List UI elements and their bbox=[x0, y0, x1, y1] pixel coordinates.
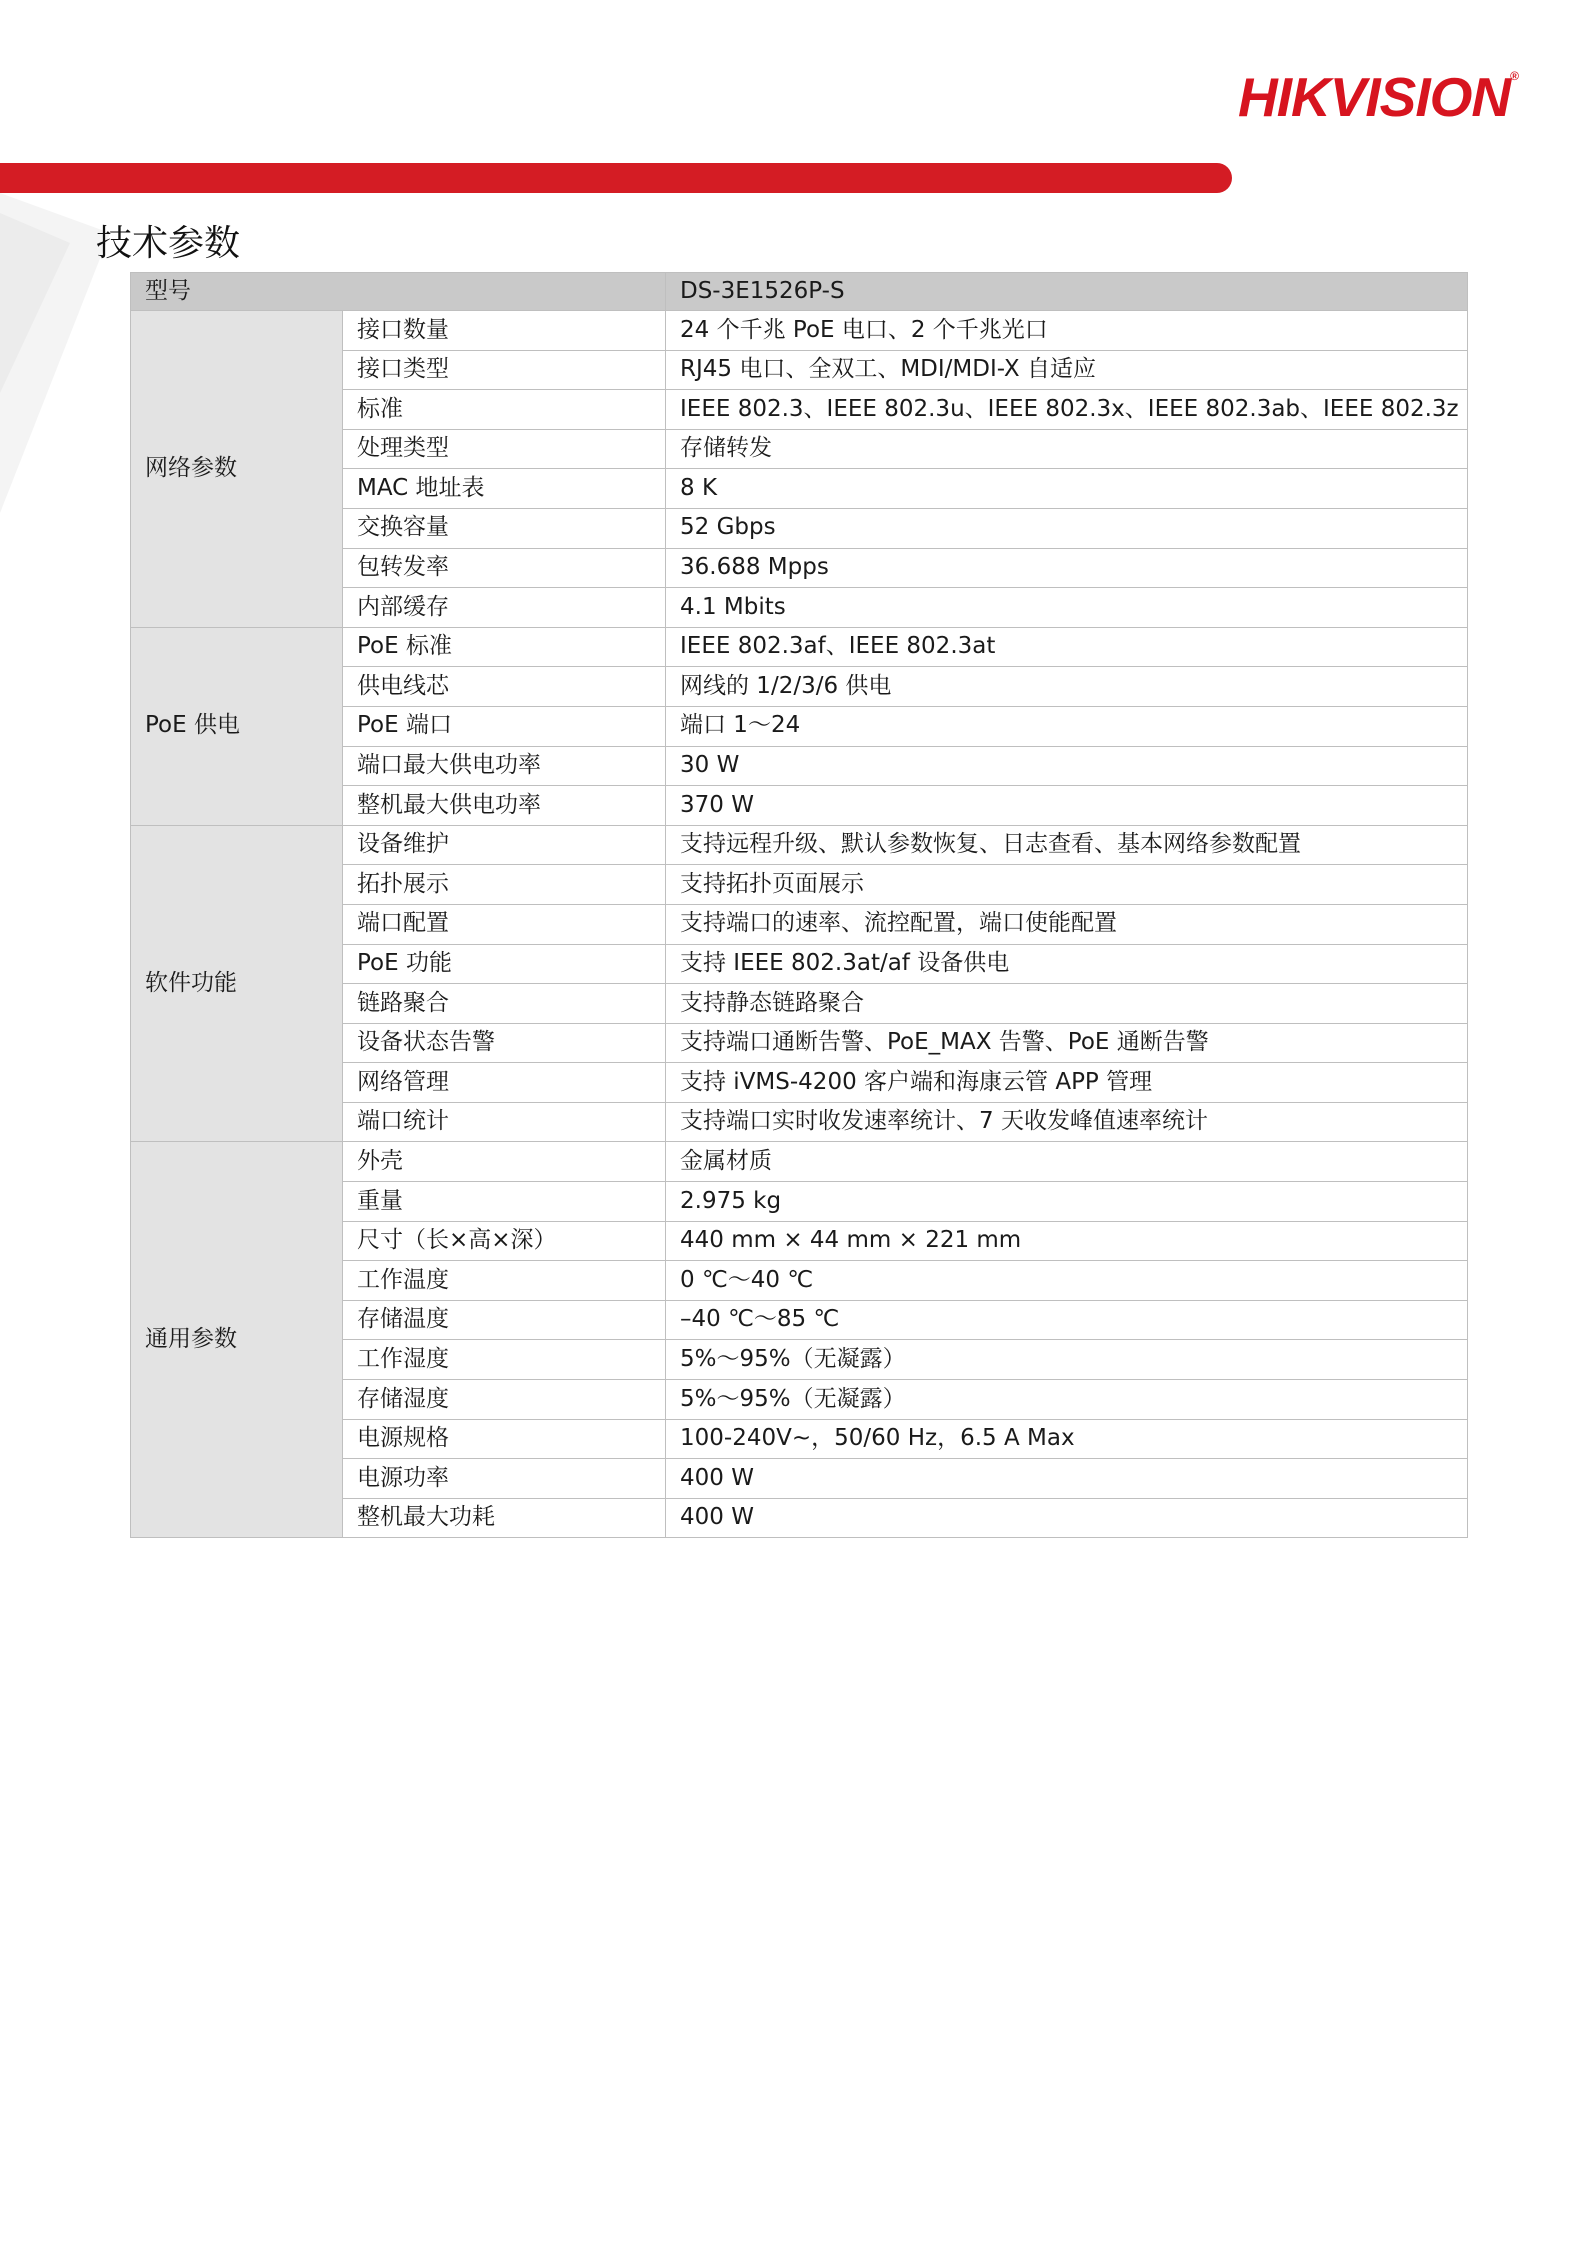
spec-label: 接口数量 bbox=[343, 311, 666, 351]
spec-value: RJ45 电口、全双工、MDI/MDI-X 自适应 bbox=[666, 350, 1468, 390]
spec-value: IEEE 802.3、IEEE 802.3u、IEEE 802.3x、IEEE 802.3ab、IEEE 802.3z bbox=[666, 390, 1468, 430]
spec-value: 支持远程升级、默认参数恢复、日志查看、基本网络参数配置 bbox=[666, 825, 1468, 865]
spec-value: –40 ℃～85 ℃ bbox=[666, 1300, 1468, 1340]
spec-label: 重量 bbox=[343, 1182, 666, 1222]
spec-value: 支持端口的速率、流控配置，端口使能配置 bbox=[666, 904, 1468, 944]
spec-value: 金属材质 bbox=[666, 1142, 1468, 1182]
spec-label: 整机最大功耗 bbox=[343, 1498, 666, 1538]
spec-value: 支持拓扑页面展示 bbox=[666, 865, 1468, 905]
spec-label: 整机最大供电功率 bbox=[343, 786, 666, 826]
spec-value: 支持端口通断告警、PoE_MAX 告警、PoE 通断告警 bbox=[666, 1023, 1468, 1063]
spec-row bbox=[131, 1142, 1468, 1182]
spec-label: 供电线芯 bbox=[343, 667, 666, 707]
spec-value: 5%～95%（无凝露） bbox=[666, 1340, 1468, 1380]
header-accent-bar bbox=[0, 163, 1232, 193]
spec-label: 交换容量 bbox=[343, 508, 666, 548]
group-label: 软件功能 bbox=[131, 825, 343, 1142]
group-label: 网络参数 bbox=[131, 311, 343, 628]
spec-label: 处理类型 bbox=[343, 429, 666, 469]
spec-value: 存储转发 bbox=[666, 429, 1468, 469]
section-title: 技术参数 bbox=[96, 223, 241, 264]
spec-row bbox=[131, 825, 1468, 865]
model-row bbox=[131, 273, 1468, 311]
spec-value: 端口 1～24 bbox=[666, 706, 1468, 746]
spec-label: 工作湿度 bbox=[343, 1340, 666, 1380]
spec-value: 0 ℃～40 ℃ bbox=[666, 1261, 1468, 1301]
spec-row bbox=[131, 311, 1468, 351]
spec-label: PoE 端口 bbox=[343, 706, 666, 746]
spec-row bbox=[131, 627, 1468, 667]
spec-value: 370 W bbox=[666, 786, 1468, 826]
spec-value: 400 W bbox=[666, 1459, 1468, 1499]
model-label: 型号 bbox=[131, 273, 666, 311]
spec-value: 4.1 Mbits bbox=[666, 588, 1468, 628]
spec-value: 5%～95%（无凝露） bbox=[666, 1380, 1468, 1420]
spec-label: 链路聚合 bbox=[343, 984, 666, 1024]
spec-label: 端口最大供电功率 bbox=[343, 746, 666, 786]
spec-label: 电源规格 bbox=[343, 1419, 666, 1459]
model-value: DS-3E1526P-S bbox=[666, 273, 1468, 311]
spec-label: PoE 功能 bbox=[343, 944, 666, 984]
spec-label: 存储湿度 bbox=[343, 1380, 666, 1420]
spec-label: 端口统计 bbox=[343, 1102, 666, 1142]
spec-label: MAC 地址表 bbox=[343, 469, 666, 509]
spec-label: 工作温度 bbox=[343, 1261, 666, 1301]
spec-value: 支持 IEEE 802.3at/af 设备供电 bbox=[666, 944, 1468, 984]
spec-value: 440 mm × 44 mm × 221 mm bbox=[666, 1221, 1468, 1261]
spec-label: 设备状态告警 bbox=[343, 1023, 666, 1063]
spec-value: 支持 iVMS-4200 客户端和海康云管 APP 管理 bbox=[666, 1063, 1468, 1103]
spec-label: 接口类型 bbox=[343, 350, 666, 390]
spec-label: 外壳 bbox=[343, 1142, 666, 1182]
spec-value: 100-240V~，50/60 Hz，6.5 A Max bbox=[666, 1419, 1468, 1459]
spec-label: 拓扑展示 bbox=[343, 865, 666, 905]
spec-value: 2.975 kg bbox=[666, 1182, 1468, 1222]
spec-value: 支持静态链路聚合 bbox=[666, 984, 1468, 1024]
spec-value: 36.688 Mpps bbox=[666, 548, 1468, 588]
spec-value: 网线的 1/2/3/6 供电 bbox=[666, 667, 1468, 707]
group-label: 通用参数 bbox=[131, 1142, 343, 1538]
group-label: PoE 供电 bbox=[131, 627, 343, 825]
spec-label: 内部缓存 bbox=[343, 588, 666, 628]
spec-label: 电源功率 bbox=[343, 1459, 666, 1499]
spec-value: 24 个千兆 PoE 电口、2 个千兆光口 bbox=[666, 311, 1468, 351]
spec-value: 30 W bbox=[666, 746, 1468, 786]
spec-label: 存储温度 bbox=[343, 1300, 666, 1340]
spec-label: 设备维护 bbox=[343, 825, 666, 865]
spec-label: 端口配置 bbox=[343, 904, 666, 944]
spec-label: 包转发率 bbox=[343, 548, 666, 588]
spec-value: 52 Gbps bbox=[666, 508, 1468, 548]
hikvision-logo: HIKVISION® bbox=[1238, 66, 1518, 128]
spec-label: 尺寸（长×高×深） bbox=[343, 1221, 666, 1261]
spec-label: 网络管理 bbox=[343, 1063, 666, 1103]
spec-table bbox=[130, 272, 1468, 1538]
spec-label: 标准 bbox=[343, 390, 666, 430]
spec-label: PoE 标准 bbox=[343, 627, 666, 667]
spec-value: 8 K bbox=[666, 469, 1468, 509]
spec-value: IEEE 802.3af、IEEE 802.3at bbox=[666, 627, 1468, 667]
spec-value: 支持端口实时收发速率统计、7 天收发峰值速率统计 bbox=[666, 1102, 1468, 1142]
spec-value: 400 W bbox=[666, 1498, 1468, 1538]
